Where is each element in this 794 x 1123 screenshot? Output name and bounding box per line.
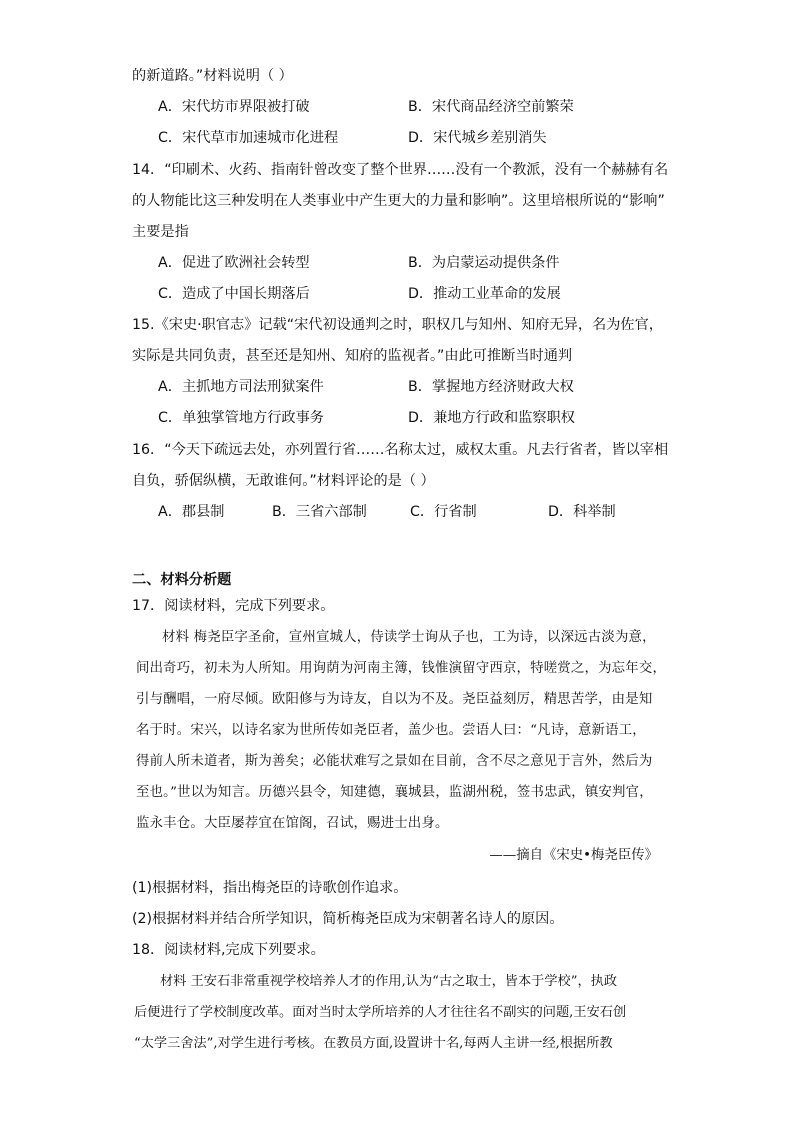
q17-material-line: 监永丰仓。大臣屡荐宜在馆阁，召试，赐进士出身。 [136,816,449,831]
q15-options-row2 [158,408,718,428]
q16-option-b[interactable]: B．三省六部制 [272,504,367,520]
q14-option-c[interactable]: C．造成了中国长期落后 [158,286,310,302]
q14-options-row2 [158,284,718,304]
q14-option-d[interactable]: D．推动工业革命的发展 [408,286,561,302]
q18-stem: 18．阅读材料,完成下列要求。 [132,942,325,958]
q17-material-line: 间出奇巧，初未为人所知。用询荫为河南主簿，钱惟演留守西京，特嗟赏之，为忘年交， [136,661,667,676]
q17-material-line: 名于时。宋兴，以诗名家为世所传如尧臣者，盖少也。尝语人曰：“凡诗，意新语工， [136,723,646,738]
q14-stem-line3: 主要是指 [132,224,189,240]
q14-options-row1 [158,253,718,273]
q13-option-a[interactable]: A．宋代坊市界限被打破 [158,99,310,115]
q15-stem-line2: 实际是共同负责，甚至还是知州、知府的监视者。”由此可推断当时通判 [132,348,573,364]
q13-options-row2 [158,128,718,148]
q15-option-c[interactable]: C．单独掌管地方行政事务 [158,410,324,426]
q17-subquestion-1: (1)根据材料，指出梅尧臣的诗歌创作追求。 [132,880,408,896]
q18-material-line: 后便进行了学校制度改革。面对当时太学所培养的人才往往名不副实的问题,王安石创 [134,1005,627,1020]
q17-material-line: 至也。”世以为知言。历德兴县令，知建德，襄城县，监湖州税，签书忠武，镇安判官， [136,785,653,800]
q14-option-a[interactable]: A．促进了欧洲社会转型 [158,255,310,271]
q16-option-c[interactable]: C．行省制 [410,504,477,520]
q17-stem: 17．阅读材料，完成下列要求。 [132,598,335,614]
q15-stem-line1: 15.《宋史·职官志》记载“宋代初设通判之时，职权几与知州、知府无异，名为佐官， [132,317,663,333]
q17-material-line: 材料 梅尧臣字圣俞，宣州宣城人，侍读学士询从子也，工为诗，以深远古淡为意， [162,630,656,645]
q16-stem-line1: 16．“今天下疏远去处，亦列置行省……名称太过，威权太重。凡去行省者，皆以宰相 [132,442,669,458]
q16-stem-line2: 自负，骄倨纵横，无敢谁何。”材料评论的是（ ） [132,473,435,489]
q14-stem-line2: 的人物能比这三种发明在人类事业中产生更大的力量和影响”。这里培根所说的“影响” [132,193,665,209]
q17-material-line: 引与酬唱，一府尽倾。欧阳修与为诗友，自以为不及。尧臣益刻厉，精思苦学，由是知 [136,692,653,707]
q13-options-row1 [158,97,718,117]
q16-option-d[interactable]: D．科举制 [548,504,616,520]
q18-material-line: “太学三舍法”,对学生进行考核。在教员方面,设置讲十名,每两人主讲一经,根据所教 [134,1036,613,1051]
q15-options-row1 [158,377,718,397]
q15-option-b[interactable]: B．掌握地方经济财政大权 [408,379,574,395]
q17-subquestion-2: (2)根据材料并结合所学知识，简析梅尧臣成为宋朝著名诗人的原因。 [132,911,564,927]
q17-source: ——摘自《宋史•梅尧臣传》 [489,848,658,863]
q16-option-a[interactable]: A．郡县制 [158,504,225,520]
q17-material-line: 得前人所未道者，斯为善矣；必能状难写之景如在目前，含不尽之意见于言外，然后为 [136,754,653,769]
q14-stem-line1: 14．“印刷术、火药、指南针曾改变了整个世界……没有一个教派，没有一个赫赫有名 [132,162,669,178]
section-title: 二、材料分析题 [132,572,232,588]
q15-option-a[interactable]: A．主抓地方司法刑狱案件 [158,379,324,395]
q13-option-d[interactable]: D．宋代城乡差别消失 [408,130,547,146]
q14-option-b[interactable]: B．为启蒙运动提供条件 [408,255,560,271]
q15-option-d[interactable]: D．兼地方行政和监察职权 [408,410,575,426]
q13-option-b[interactable]: B．宋代商品经济空前繁荣 [408,99,574,115]
q13-option-c[interactable]: C．宋代草市加速城市化进程 [158,130,339,146]
q13-stem-tail: 的新道路。”材料说明（ ） [132,68,293,84]
q16-options-row [158,502,718,522]
q18-material-line: 材料 王安石非常重视学校培养人才的作用,认为“古之取士，皆本于学校”，执政 [160,974,618,989]
